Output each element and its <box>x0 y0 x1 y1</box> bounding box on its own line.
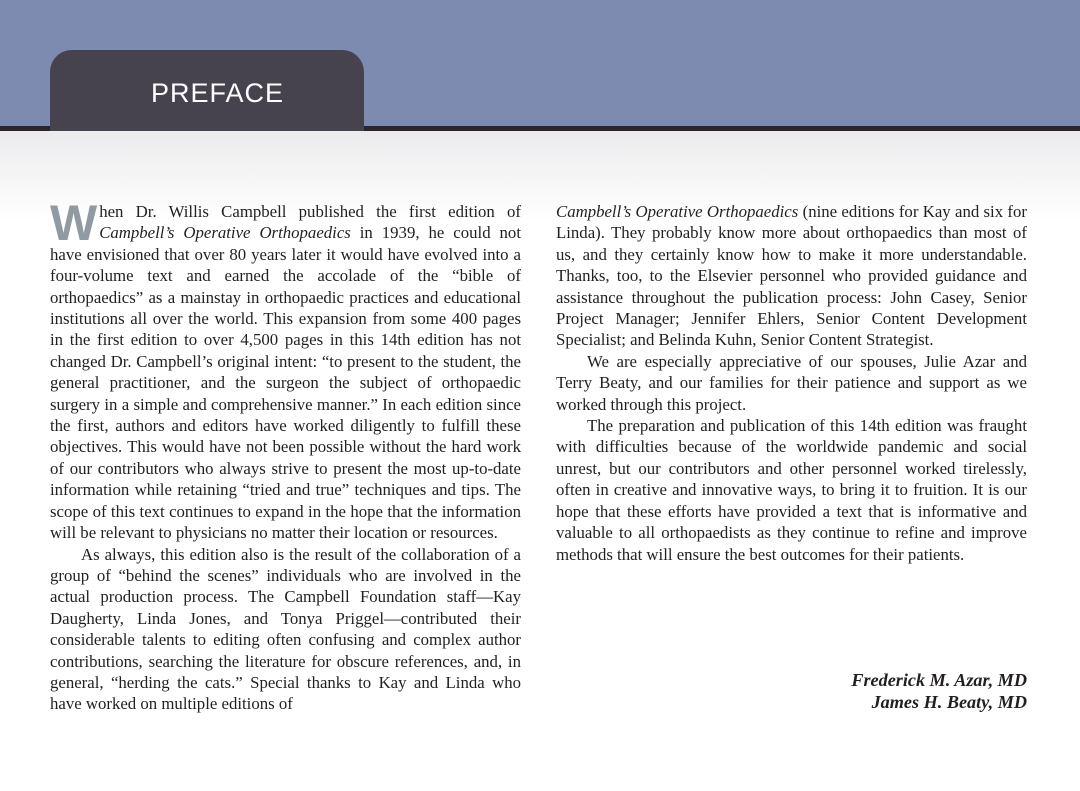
paragraph-2-second-part: (nine editions for Kay and six for Linda). They probably know more about orthopaedics than most of us, and they certainly know how to make it more understandable. Thanks, too, to the Elsevier personnel who provided guidance and assistance throughout the publication process: John Casey, Senior Project Manager; Jennifer Ehlers, Senior Content Development Specialist; and Belinda Kuhn, Senior Content Strategist. <box>556 202 1027 350</box>
paragraph-1-body: in 1939, he could not have envisioned that over 80 years later it would have evolved into a four-volume text and earned the accolade of the “bible of orthopaedics” as a mainstay in orthopaedic practices and educational institutions all over the world. This expansion from some 400 pages in the first edition to over 4,500 pages in this 14th edition has not changed Dr. Campbell’s original intent: “to present to the student, the general practitioner, and the surgeon the subject of orthopaedic surgery in a simple and comprehensive manner.” In each edition since the first, authors and editors have worked diligently to fulfill these objectives. This would have not been possible without the hard work of our contributors who always strive to present the most up-to-date information while retaining “tried and true” techniques and tips. The scope of this text continues to expand in the hope that the information will be relevant to physicians no matter their location or resources. <box>50 223 521 543</box>
signature-name: Frederick M. Azar, MD <box>851 670 1027 690</box>
paragraph-2-first-part: As always, this edition also is the result of the collaboration of a group of “behind the scenes” individuals who are involved in the actual production process. The Campbell Foundation staff—Kay Daugherty, Linda Jones, and Tonya Priggel—contributed their considerable talents to editing often confusing and complex author contributions, searching the literature for obscure references, and, in general, “herding the cats.” Special thanks to Kay and Linda who have worked on multiple editions of <box>50 544 521 714</box>
preface-paragraph-2-start <box>50 544 521 715</box>
preface-paragraph-2-end <box>556 201 1027 351</box>
preface-column-right <box>556 201 1027 565</box>
page-title: PREFACE <box>151 78 285 108</box>
preface-paragraph-1 <box>50 195 521 544</box>
book-title: Campbell’s Operative Orthopaedics <box>99 223 351 243</box>
section-tab <box>50 50 364 131</box>
signature-block <box>851 670 1027 713</box>
drop-cap: W <box>50 195 98 251</box>
preface-paragraph-4: The preparation and publication of this 14th edition was fraught with difficulties because of the worldwide pandemic and social unrest, but our contributors and other personnel worked tirelessly, often in creative and innovative ways, to bring it to fruition. It is our hope that these efforts have provided a text that is informative and valuable to all orthopaedists as they continue to refine and improve methods that will ensure the best outcomes for their patients. <box>556 416 1027 564</box>
paragraph-1-opening: hen Dr. Willis Campbell published the first edition of <box>99 202 521 221</box>
signature-name: James H. Beaty, MD <box>871 691 1027 712</box>
preface-column-left <box>50 195 521 715</box>
book-title-2: Campbell’s Operative Orthopaedics <box>556 202 799 221</box>
preface-paragraph-3: We are especially appreciative of our spouses, Julie Azar and Terry Beaty, and our families for their patience and support as we worked through this project. <box>556 351 1027 414</box>
